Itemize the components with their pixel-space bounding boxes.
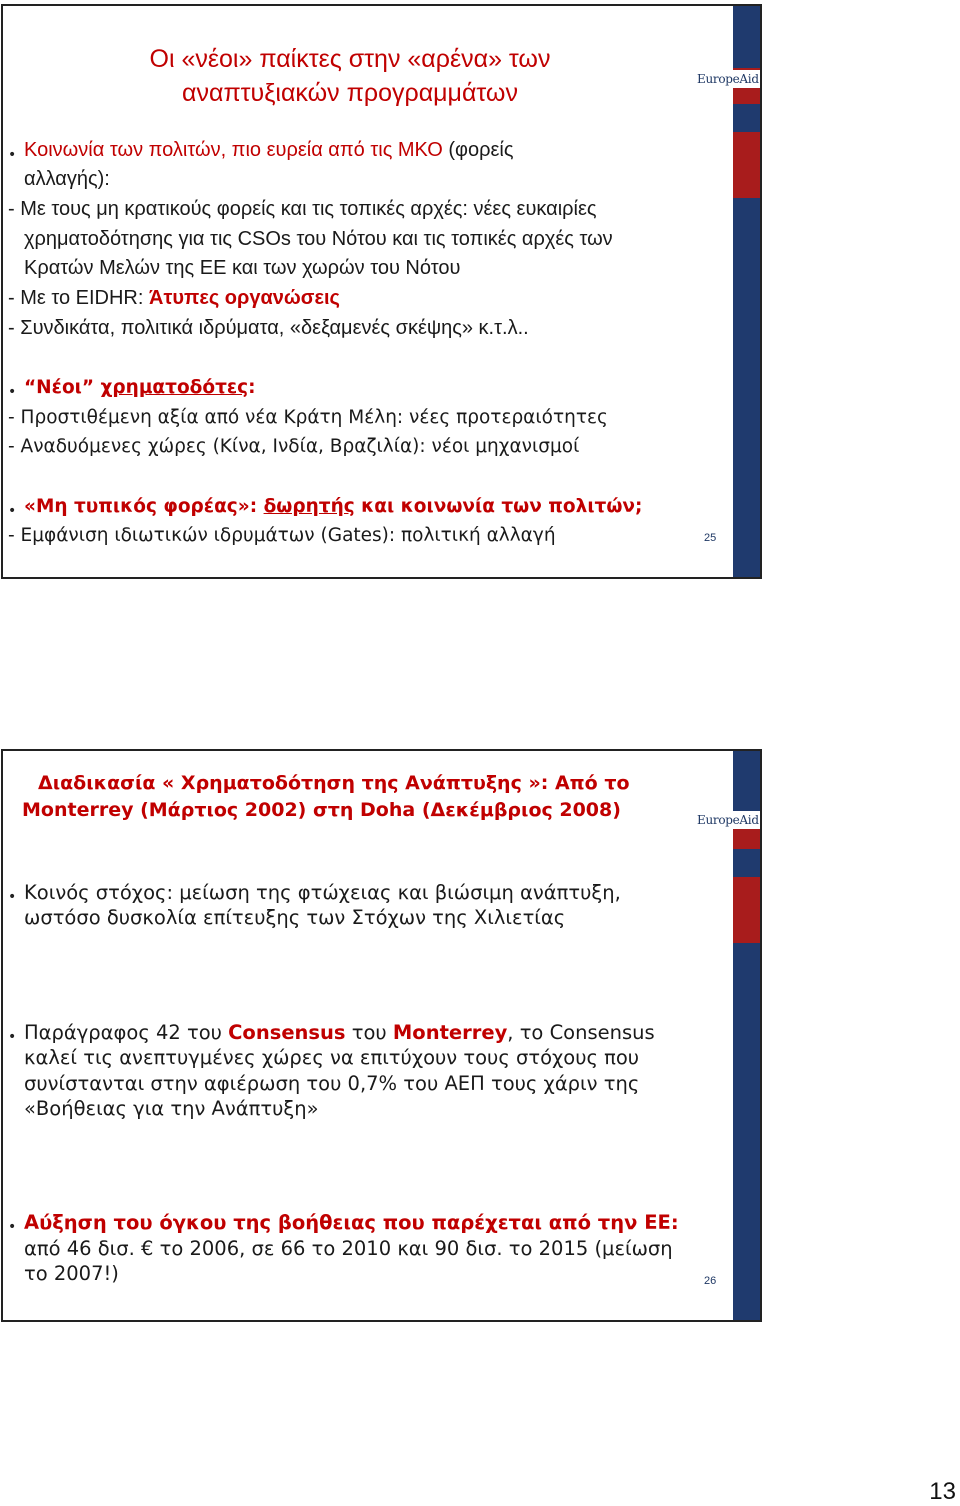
text-line: Κρατών Μελών της ΕΕ και των χωρών του Νότου (24, 257, 461, 279)
text-line: χρηματοδότησης για τις CSOs του Νότου και τις τοπικές αρχές των (24, 228, 613, 250)
bullet-icon: • (8, 1219, 17, 1235)
civil-society-heading: Κοινωνία των πολιτών, πιο ευρεία από τις ΜΚΟ (24, 139, 443, 161)
new-label: “Νέοι” (24, 377, 101, 398)
bullet-icon: • (8, 503, 17, 519)
civil-society-note: (φορείς (442, 139, 514, 161)
civil-society-question: και κοινωνία των πολιτών; (354, 496, 643, 517)
slide-25-title (60, 42, 640, 110)
text-line: Κοινός στόχος: μείωση της φτώχειας και βιώσιμη ανάπτυξη, (24, 881, 621, 904)
non-formal-actor: «Μη τυπικός φορέας»: (24, 496, 264, 517)
text-line: το 2007!) (24, 1262, 119, 1285)
text-line (8, 287, 340, 310)
informal-organisations: Άτυπες οργανώσεις (149, 287, 340, 309)
text-line: συνίστανται στην αφιέρωση του 0,7% του ΑΕΠ τους χάριν της (24, 1072, 640, 1095)
text-line: - Συνδικάτα, πολιτικά ιδρύματα, «δεξαμενές σκέψης» κ.τ.λ.. (8, 317, 529, 339)
title-line-1: Διαδικασία « Χρηματοδότηση της Ανάπτυξης »: Από το (38, 772, 630, 794)
decorative-side-strip (733, 751, 760, 1320)
donors-underlined: χρηματοδότες (100, 377, 249, 398)
paragraph-42-label: Παράγραφος 42 του (24, 1021, 229, 1044)
text-line: καλεί τις ανεπτυγμένες χώρες να επιτύχουν τους στόχους που (24, 1046, 640, 1069)
colon: : (248, 377, 256, 398)
bullet-non-formal-actor (24, 496, 642, 517)
title-line-1: Οι «νέοι» παίκτες στην «αρένα» των (149, 45, 551, 73)
slide-26-title (22, 770, 630, 824)
bullet-icon: • (8, 1029, 17, 1045)
monterrey-highlight: Monterrey (392, 1021, 508, 1044)
eidhr-prefix: - Με το EIDHR: (8, 287, 149, 309)
text-line: από 46 δισ. € το 2006, σε 66 το 2010 και 90 δισ. το 2015 (μείωση (24, 1237, 673, 1260)
text-line: «Βοήθειας για την Ανάπτυξη» (24, 1097, 319, 1120)
decorative-side-strip (733, 6, 760, 577)
bullet-icon: • (8, 384, 17, 400)
consensus-tail: , το Consensus (507, 1021, 655, 1044)
slide-number: 25 (704, 532, 717, 544)
page-number: 13 (929, 1478, 956, 1505)
title-line-2: αναπτυξιακών προγραμμάτων (182, 79, 518, 107)
bullet-civil-society (24, 139, 514, 162)
slide-number: 26 (704, 1275, 717, 1287)
text-line: - Με τους μη κρατικούς φορείς και τις τοπικές αρχές: νέες ευκαιρίες (8, 198, 597, 220)
title-line-2: Monterrey (Μάρτιος 2002) στη Doha (Δεκέμβριος 2008) (22, 799, 621, 821)
text-line: - Εμφάνιση ιδιωτικών ιδρυμάτων (Gates): πολιτική αλλαγή (8, 525, 556, 546)
bullet-icon: • (8, 889, 17, 905)
text-line: αλλαγής): (24, 168, 110, 190)
text-line: - Αναδυόμενες χώρες (Κίνα, Ινδία, Βραζιλία): νέοι μηχανισμοί (8, 436, 580, 457)
europeaid-logo: EuropeAid (693, 811, 762, 829)
donor-underlined: δωρητής (263, 496, 355, 517)
connector: του (345, 1021, 393, 1044)
text-line (24, 1021, 655, 1044)
bullet-new-donors (24, 377, 256, 398)
aid-increase-heading: Αύξηση του όγκου της βοήθειας που παρέχεται από την ΕΕ: (24, 1211, 679, 1234)
europeaid-logo: EuropeAid (693, 70, 762, 88)
text-line: - Προστιθέμενη αξία από νέα Κράτη Μέλη: νέες προτεραιότητες (8, 407, 608, 428)
consensus-highlight: Consensus (228, 1021, 346, 1044)
bullet-icon: • (8, 147, 17, 163)
text-line: ωστόσο δυσκολία επίτευξης των Στόχων της Χιλιετίας (24, 906, 566, 929)
